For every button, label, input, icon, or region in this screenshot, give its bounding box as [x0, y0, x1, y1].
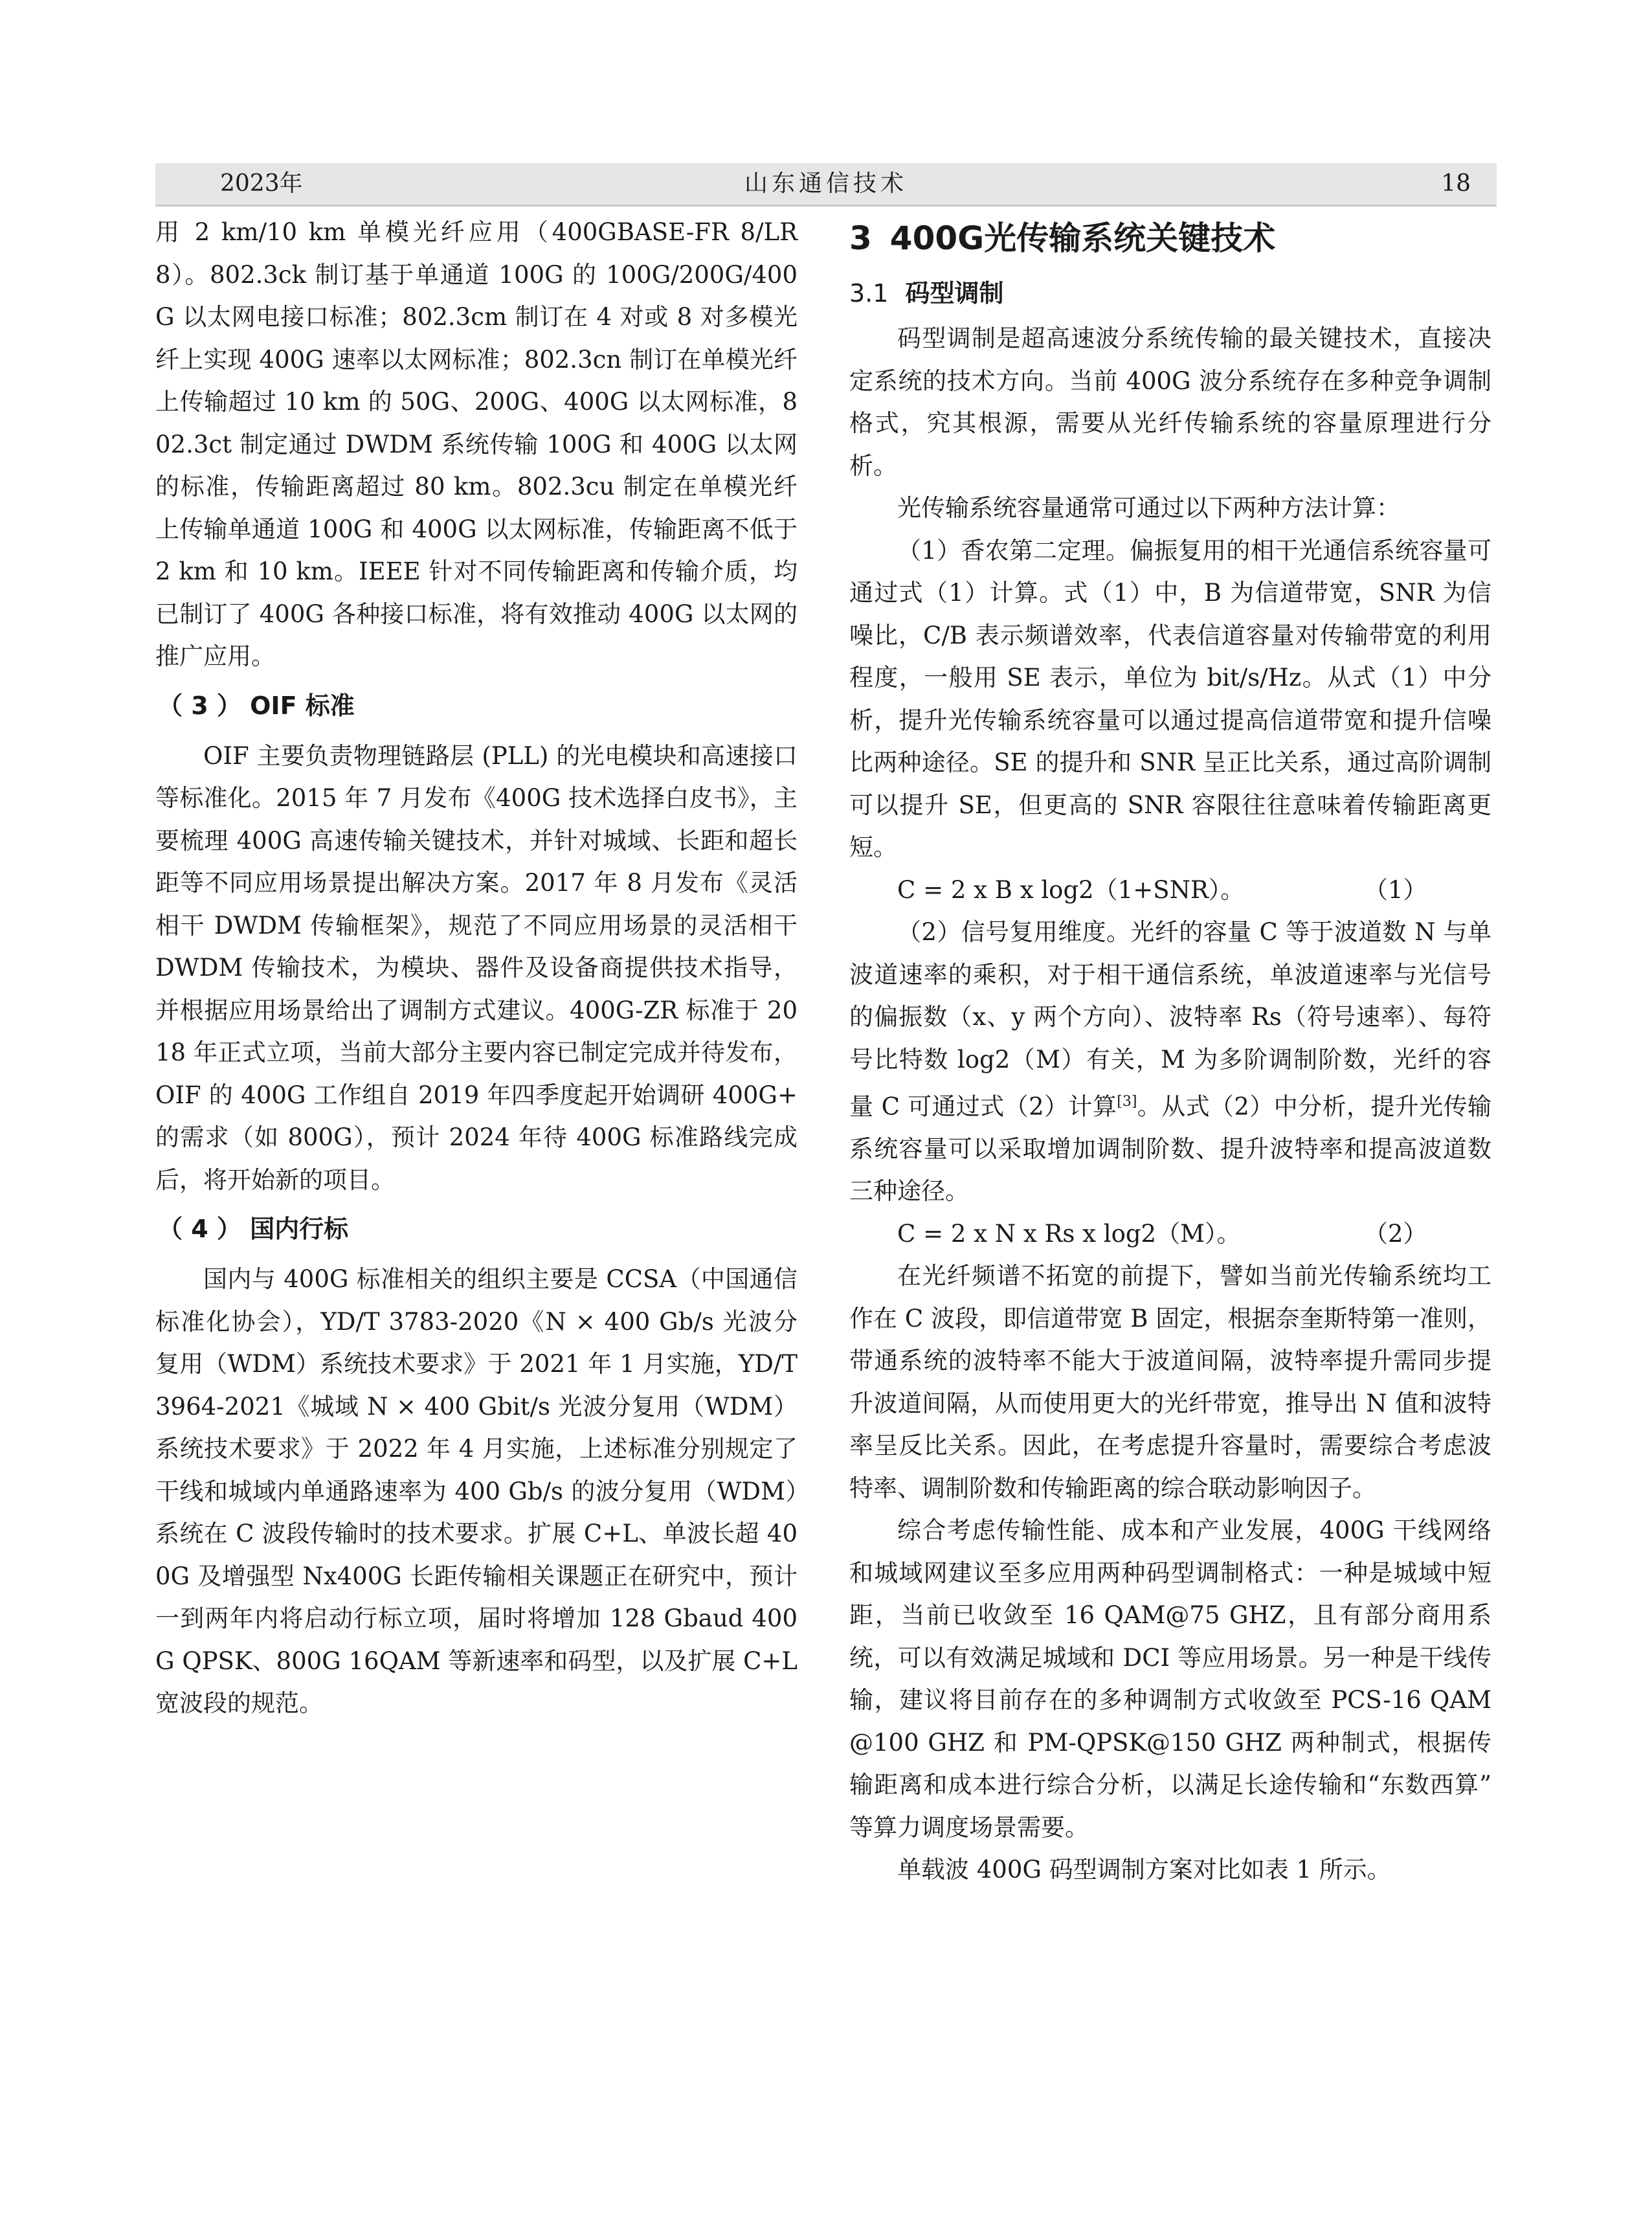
paragraph-table-ref: 单载波 400G 码型调制方案对比如表 1 所示。: [897, 1856, 1391, 1884]
formula-1-expression: C = 2 x B x log2（1+SNR）。: [897, 875, 1245, 904]
paragraph-recommendation: 综合考虑传输性能、成本和产业发展，400G 干线网络和城域网建议至多应用两种码型调制格式：一种是城域中短距，当前已收敛至 16 QAM@75 GHZ，且有部分商用系统，可以有效满足城域和 DCI 等应用场景。另一种是干线传输，建议将目前存在的多种调制方式收敛至 PCS-16 QAM@100 GHZ 和 PM-QPSK@150 GHZ 两种制式，根据传输距离和成本进行综合分析，以满足长途传输和“东数西算” 等算力调度场景需要。: [849, 1516, 1491, 1841]
subsection-heading: [849, 269, 1491, 317]
formula-2: [849, 1213, 1491, 1255]
paragraph-shannon: （1）香农第二定理。偏振复用的相干光通信系统容量可通过式（1）计算。式（1）中，B 为信道带宽，SNR 为信噪比，C/B 表示频谱效率，代表信道容量对传输带宽的利用程度，一般用 SE 表示，单位为 bit/s/Hz。从式（1）中分析，提升光传输系统容量可以通过提高信道带宽和提升信噪比两种途径。SE 的提升和 SNR 呈正比关系，通过高阶调制可以提升 SE，但更高的 SNR 容限往往意味着传输距离更短。: [849, 536, 1491, 861]
paragraph-ieee-standards: 用 2 km/10 km 单模光纤应用（400GBASE-FR 8/LR 8）。802.3ck 制订基于单通道 100G 的 100G/200G/400G 以太网电接口标准；802.3cm 制订在 4 对或 8 对多模光纤上实现 400G 速率以太网标准；802.3cn 制订在单模光纤上传输超过 10 km 的 50G、200G、400G 以太网标准，802.3ct 制定通过 DWDM 系统传输 100G 和 400G 以太网的标准，传输距离超过 80 km。802.3cu 制定在单模光纤上传输单通道 100G 和 400G 以太网标准，传输距离不低于 2 km 和 10 km。IEEE 针对不同传输距离和传输介质，均已制订了 400G 各种接口标准，将有效推动 400G 以太网的推广应用。: [155, 218, 798, 670]
paragraph-multiplexing-text-b: 。从式（2）中分析，提升光传输系统容量可以采取增加调制阶数、提升波特率和提高波道数三种途径。: [849, 1092, 1492, 1206]
paragraph-multiplexing-text-a: （2）信号复用维度。光纤的容量 C 等于波道数 N 与单波道速率的乘积，对于相干通信系统，单波道速率与光信号的偏振数（x、y 两个方向）、波特率 Rs（符号速率）、每符号比特数 log2（M）有关，M 为多阶调制阶数，光纤的容量 C 可通过式（2）计算: [849, 918, 1491, 1121]
header-journal-name: 山东通信技术: [744, 170, 908, 197]
running-header: [155, 163, 1497, 207]
formula-2-number: （2）: [1364, 1219, 1427, 1248]
subsection-number: 3.1: [849, 279, 889, 308]
paragraph-capacity-methods: 光传输系统容量通常可通过以下两种方法计算：: [897, 494, 1400, 522]
right-column: [849, 211, 1491, 1891]
formula-2-expression: C = 2 x N x Rs x log2（M）。: [897, 1219, 1241, 1248]
left-column: [155, 211, 798, 1725]
subsection-title: 码型调制: [905, 279, 1004, 308]
header-year: 2023年: [220, 170, 303, 197]
section-heading: [849, 211, 1491, 269]
formula-1-number: （1）: [1364, 875, 1427, 904]
heading-domestic-standard: （ 4 ） 国内行标: [158, 1215, 349, 1243]
paragraph-oif: OIF 主要负责物理链路层 (PLL) 的光电模块和高速接口等标准化。2015 年 7 月发布《400G 技术选择白皮书》，主要梳理 400G 高速传输关键技术，并针对城域、长距和超长距等不同应用场景提出解决方案。2017 年 8 月发布《灵活相干 DWDM 传输框架》，规范了不同应用场景的灵活相干 DWDM 传输技术，为模块、器件及设备商提供技术指导，并根据应用场景给出了调制方式建议。400G-ZR 标准于 2018 年正式立项，当前大部分主要内容已制定完成并待发布，OIF 的 400G 工作组自 2019 年四季度起开始调研 400G+ 的需求（如 800G），预计 2024 年待 400G 标准路线完成后，将开始新的项目。: [155, 741, 798, 1194]
citation-ref: [3]: [1117, 1094, 1137, 1110]
section-title: 400G光传输系统关键技术: [889, 219, 1276, 257]
paragraph-multiplexing: [849, 911, 1491, 1213]
formula-1: [849, 869, 1491, 912]
paragraph-nyquist: 在光纤频谱不拓宽的前提下，譬如当前光传输系统均工作在 C 波段，即信道带宽 B 固定，根据奈奎斯特第一准则，带通系统的波特率不能大于波道间隔，波特率提升需同步提升波道间隔，从而使用更大的光纤带宽，推导出 N 值和波特率呈反比关系。因此，在考虑提升容量时，需要综合考虑波特率、调制阶数和传输距离的综合联动影响因子。: [849, 1262, 1491, 1502]
section-number: 3: [849, 219, 872, 257]
header-page-number: 18: [1441, 170, 1471, 197]
paragraph-domestic: 国内与 400G 标准相关的组织主要是 CCSA（中国通信标准化协会），YD/T 3783-2020《N × 400 Gb/s 光波分复用（WDM）系统技术要求》于 2021 年 1 月实施，YD/T 3964-2021《城域 N × 400 Gbit/s 光波分复用（WDM）系统技术要求》于 2022 年 4 月实施，上述标准分别规定了干线和城域内单通路速率为 400 Gb/s 的波分复用（WDM）系统在 C 波段传输时的技术要求。扩展 C+L、单波长超 400G 及增强型 Nx400G 长距传输相关课题正在研究中，预计一到两年内将启动行标立项，届时将增加 128 Gbaud 400G QPSK、800G 16QAM 等新速率和码型，以及扩展 C+L 宽波段的规范。: [155, 1265, 798, 1717]
heading-oif-standard: （ 3 ） OIF 标准: [158, 691, 355, 720]
paragraph-modulation-intro: 码型调制是超高速波分系统传输的最关键技术，直接决定系统的技术方向。当前 400G 波分系统存在多种竞争调制格式，究其根源，需要从光纤传输系统的容量原理进行分析。: [849, 324, 1491, 480]
